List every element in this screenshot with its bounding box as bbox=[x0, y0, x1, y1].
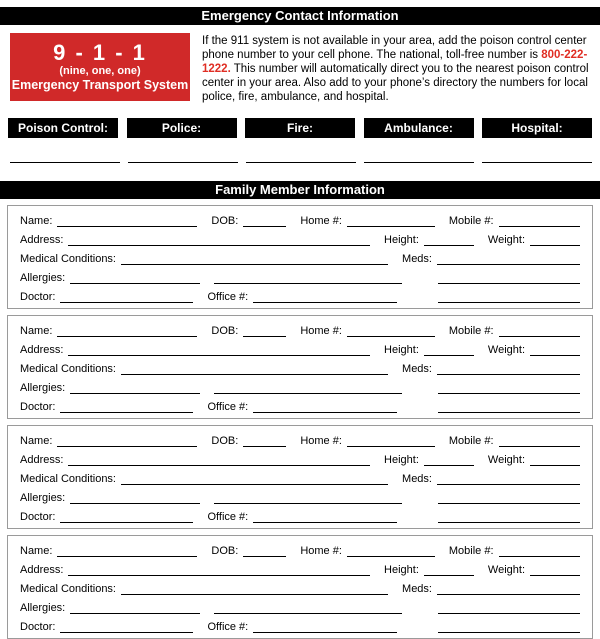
medical-conditions-line bbox=[121, 482, 388, 485]
form-row-doctor bbox=[20, 616, 580, 635]
form-row-address bbox=[20, 559, 580, 578]
height-line bbox=[424, 463, 474, 466]
home-phone-label: Home #: bbox=[300, 435, 342, 447]
height-line bbox=[424, 573, 474, 576]
form-row-allergies bbox=[20, 597, 580, 616]
allergies-extra-line bbox=[214, 391, 402, 394]
height-line bbox=[424, 243, 474, 246]
police-label: Police: bbox=[127, 118, 237, 138]
name-line bbox=[57, 334, 197, 337]
medical-conditions-label: Medical Conditions: bbox=[20, 363, 116, 375]
home-phone-line bbox=[347, 334, 435, 337]
meds-line bbox=[437, 482, 580, 485]
dob-label: DOB: bbox=[211, 545, 239, 557]
mobile-phone-line bbox=[499, 554, 580, 557]
weight-line bbox=[530, 463, 580, 466]
name-label: Name: bbox=[20, 545, 53, 557]
mobile-phone-line bbox=[499, 444, 580, 447]
medical-conditions-label: Medical Conditions: bbox=[20, 473, 116, 485]
weight-line bbox=[530, 353, 580, 356]
home-phone-line bbox=[347, 554, 435, 557]
911-number: 9 - 1 - 1 bbox=[53, 40, 147, 65]
allergies-extra-line bbox=[214, 501, 402, 504]
weight-label: Weight: bbox=[487, 344, 525, 356]
dob-label: DOB: bbox=[211, 325, 239, 337]
weight-label: Weight: bbox=[487, 564, 525, 576]
doctor-right-line bbox=[438, 300, 580, 303]
form-row-name bbox=[20, 430, 580, 449]
doctor-line bbox=[60, 300, 193, 303]
weight-line bbox=[530, 243, 580, 246]
form-row-name bbox=[20, 320, 580, 339]
mobile-phone-label: Mobile #: bbox=[448, 215, 494, 227]
mobile-phone-label: Mobile #: bbox=[448, 545, 494, 557]
form-row-allergies bbox=[20, 377, 580, 396]
weight-line bbox=[530, 573, 580, 576]
allergies-label: Allergies: bbox=[20, 382, 66, 394]
family-section-title: Family Member Information bbox=[0, 181, 600, 199]
family-member-section bbox=[7, 425, 593, 529]
family-sections bbox=[0, 205, 600, 639]
doctor-label: Doctor: bbox=[20, 291, 56, 303]
police-line bbox=[128, 160, 238, 163]
office-phone-line bbox=[253, 300, 397, 303]
address-line bbox=[68, 243, 370, 246]
meds-label: Meds: bbox=[402, 583, 432, 595]
mobile-phone-label: Mobile #: bbox=[448, 325, 494, 337]
poison-control-phone-number: 800-222-1222. bbox=[202, 49, 588, 75]
911-subtitle: (nine, one, one) bbox=[59, 65, 141, 77]
office-phone-line bbox=[253, 410, 397, 413]
doctor-right-line bbox=[438, 410, 580, 413]
medical-conditions-label: Medical Conditions: bbox=[20, 253, 116, 265]
doctor-right-line bbox=[438, 520, 580, 523]
emergency-contacts-row bbox=[8, 118, 592, 138]
height-label: Height: bbox=[384, 454, 419, 466]
mobile-phone-label: Mobile #: bbox=[448, 435, 494, 447]
form-row-medical bbox=[20, 248, 580, 267]
doctor-line bbox=[60, 410, 193, 413]
address-line bbox=[68, 353, 370, 356]
allergies-line bbox=[70, 501, 200, 504]
mobile-phone-line bbox=[499, 224, 580, 227]
meds-label: Meds: bbox=[402, 363, 432, 375]
allergies-right-line bbox=[438, 391, 580, 394]
medical-conditions-line bbox=[121, 262, 388, 265]
family-member-section bbox=[7, 315, 593, 419]
form-row-medical bbox=[20, 358, 580, 377]
911-caption: Emergency Transport System bbox=[11, 78, 189, 92]
address-label: Address: bbox=[20, 564, 64, 576]
dob-line bbox=[243, 334, 286, 337]
allergies-extra-line bbox=[214, 611, 402, 614]
meds-label: Meds: bbox=[402, 253, 432, 265]
allergies-line bbox=[70, 611, 200, 614]
doctor-right-line bbox=[438, 630, 580, 633]
form-row-allergies bbox=[20, 267, 580, 286]
home-phone-line bbox=[347, 444, 435, 447]
name-label: Name: bbox=[20, 435, 53, 447]
form-row-address bbox=[20, 449, 580, 468]
allergies-extra-line bbox=[214, 281, 402, 284]
doctor-label: Doctor: bbox=[20, 621, 56, 633]
form-row-allergies bbox=[20, 487, 580, 506]
allergies-line bbox=[70, 391, 200, 394]
page-title: Emergency Contact Information bbox=[0, 7, 600, 25]
form-row-doctor bbox=[20, 286, 580, 305]
name-line bbox=[57, 444, 197, 447]
office-phone-line bbox=[253, 630, 397, 633]
dob-label: DOB: bbox=[211, 215, 239, 227]
doctor-line bbox=[60, 630, 193, 633]
allergies-right-line bbox=[438, 501, 580, 504]
height-line bbox=[424, 353, 474, 356]
meds-line bbox=[437, 372, 580, 375]
ambulance-label: Ambulance: bbox=[364, 118, 474, 138]
fire-line bbox=[246, 160, 356, 163]
address-line bbox=[68, 463, 370, 466]
height-label: Height: bbox=[384, 564, 419, 576]
form-row-doctor bbox=[20, 396, 580, 415]
poison-control-label: Poison Control: bbox=[8, 118, 118, 138]
address-line bbox=[68, 573, 370, 576]
poison-control-line bbox=[10, 160, 120, 163]
dob-line bbox=[243, 554, 286, 557]
address-label: Address: bbox=[20, 344, 64, 356]
dob-line bbox=[243, 224, 286, 227]
hospital-label: Hospital: bbox=[482, 118, 592, 138]
allergies-right-line bbox=[438, 281, 580, 284]
form-row-doctor bbox=[20, 506, 580, 525]
home-phone-line bbox=[347, 224, 435, 227]
doctor-label: Doctor: bbox=[20, 511, 56, 523]
name-line bbox=[57, 224, 197, 227]
meds-label: Meds: bbox=[402, 473, 432, 485]
address-label: Address: bbox=[20, 234, 64, 246]
office-phone-label: Office #: bbox=[207, 401, 249, 413]
intro-text-after: This number will automatically direct you to the nearest poison control center in your area. Also add to your phone’s directory the numbers for local police, fire, ambulance, and hospital. bbox=[202, 63, 589, 103]
911-box bbox=[10, 33, 190, 101]
family-member-section bbox=[7, 205, 593, 309]
form-row-medical bbox=[20, 468, 580, 487]
name-line bbox=[57, 554, 197, 557]
intro-paragraph bbox=[202, 33, 592, 104]
form-row-name bbox=[20, 210, 580, 229]
weight-label: Weight: bbox=[487, 234, 525, 246]
intro-text-before: If the 911 system is not available in your area, add the poison control center phone number to your cell phone. The national, toll-free number is bbox=[202, 35, 587, 61]
weight-label: Weight: bbox=[487, 454, 525, 466]
form-row-medical bbox=[20, 578, 580, 597]
medical-conditions-line bbox=[121, 372, 388, 375]
home-phone-label: Home #: bbox=[300, 325, 342, 337]
dob-line bbox=[243, 444, 286, 447]
doctor-line bbox=[60, 520, 193, 523]
name-label: Name: bbox=[20, 325, 53, 337]
dob-label: DOB: bbox=[211, 435, 239, 447]
office-phone-line bbox=[253, 520, 397, 523]
intro-section bbox=[10, 33, 592, 104]
office-phone-label: Office #: bbox=[207, 511, 249, 523]
doctor-label: Doctor: bbox=[20, 401, 56, 413]
office-phone-label: Office #: bbox=[207, 621, 249, 633]
hospital-line bbox=[482, 160, 592, 163]
home-phone-label: Home #: bbox=[300, 545, 342, 557]
fire-label: Fire: bbox=[245, 118, 355, 138]
allergies-right-line bbox=[438, 611, 580, 614]
allergies-label: Allergies: bbox=[20, 272, 66, 284]
medical-conditions-line bbox=[121, 592, 388, 595]
allergies-label: Allergies: bbox=[20, 602, 66, 614]
address-label: Address: bbox=[20, 454, 64, 466]
height-label: Height: bbox=[384, 344, 419, 356]
meds-line bbox=[437, 262, 580, 265]
name-label: Name: bbox=[20, 215, 53, 227]
medical-conditions-label: Medical Conditions: bbox=[20, 583, 116, 595]
home-phone-label: Home #: bbox=[300, 215, 342, 227]
allergies-line bbox=[70, 281, 200, 284]
form-row-name bbox=[20, 540, 580, 559]
emergency-contacts-write-lines bbox=[10, 160, 592, 163]
family-member-section bbox=[7, 535, 593, 639]
form-row-address bbox=[20, 339, 580, 358]
office-phone-label: Office #: bbox=[207, 291, 249, 303]
meds-line bbox=[437, 592, 580, 595]
mobile-phone-line bbox=[499, 334, 580, 337]
height-label: Height: bbox=[384, 234, 419, 246]
allergies-label: Allergies: bbox=[20, 492, 66, 504]
ambulance-line bbox=[364, 160, 474, 163]
form-row-address bbox=[20, 229, 580, 248]
